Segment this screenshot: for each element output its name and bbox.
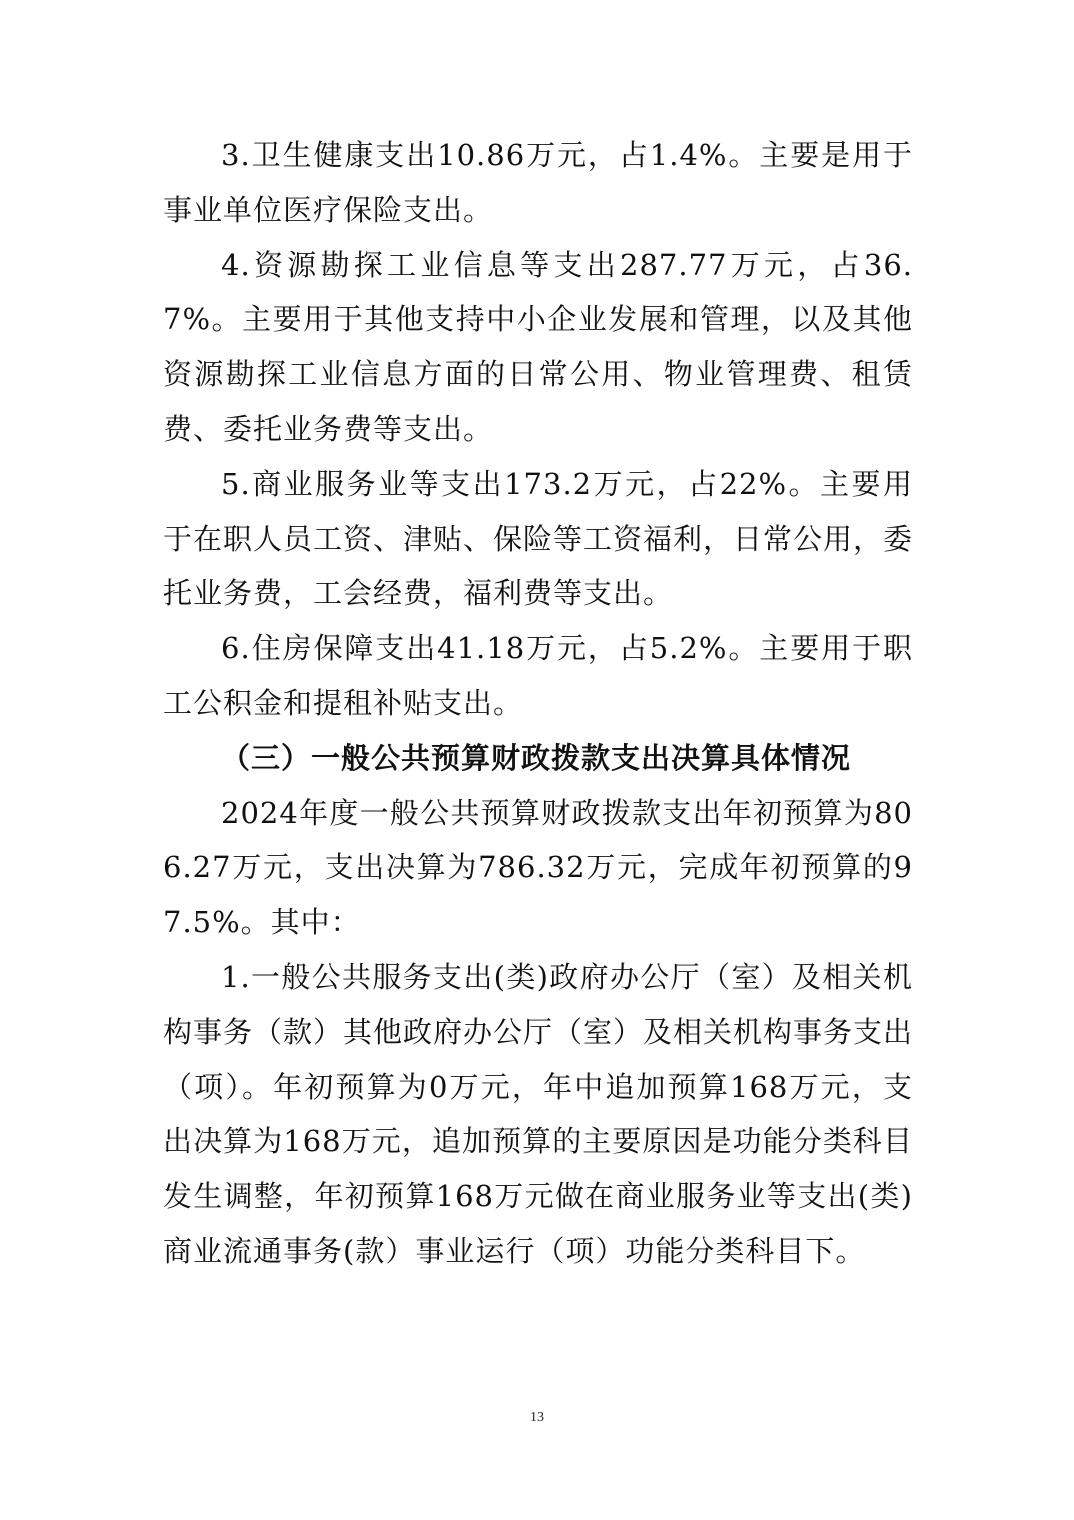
paragraph-general-public-services: 1.一般公共服务支出(类)政府办公厅（室）及相关机构事务（款）其他政府办公厅（室）及相关机构事务支出（项）。年初预算为0万元，年中追加预算168万元，支出决算为168万元，追加预算的主要原因是功能分类科目发生调整，年初预算168万元做在商业服务业等支出(类)商业流通事务(款）事业运行（项）功能分类科目下。 xyxy=(163,959,914,1268)
page-body xyxy=(163,128,913,1279)
paragraph-housing-expenditure: 6.住房保障支出41.18万元，占5.2%。主要用于职工公积金和提租补贴支出。 xyxy=(163,631,913,720)
paragraph-budget-summary: 2024年度一般公共预算财政拨款支出年初预算为806.27万元，支出决算为786.32万元，完成年初预算的97.5%。其中： xyxy=(163,795,913,940)
paragraph-resource-exploration-expenditure: 4.资源勘探工业信息等支出287.77万元，占36.7%。主要用于其他支持中小企业发展和管理，以及其他资源勘探工业信息方面的日常公用、物业管理费、租赁费、委托业务费等支出。 xyxy=(163,247,913,446)
paragraph-health-expenditure: 3.卫生健康支出10.86万元，占1.4%。主要是用于事业单位医疗保险支出。 xyxy=(163,138,913,227)
paragraph-commercial-services-expenditure: 5.商业服务业等支出173.2万元，占22%。主要用于在职人员工资、津贴、保险等工资福利，日常公用，委托业务费，工会经费，福利费等支出。 xyxy=(163,466,914,611)
page-number: 13 xyxy=(530,1410,544,1425)
section-heading: （三）一般公共预算财政拨款支出决算具体情况 xyxy=(221,740,852,775)
